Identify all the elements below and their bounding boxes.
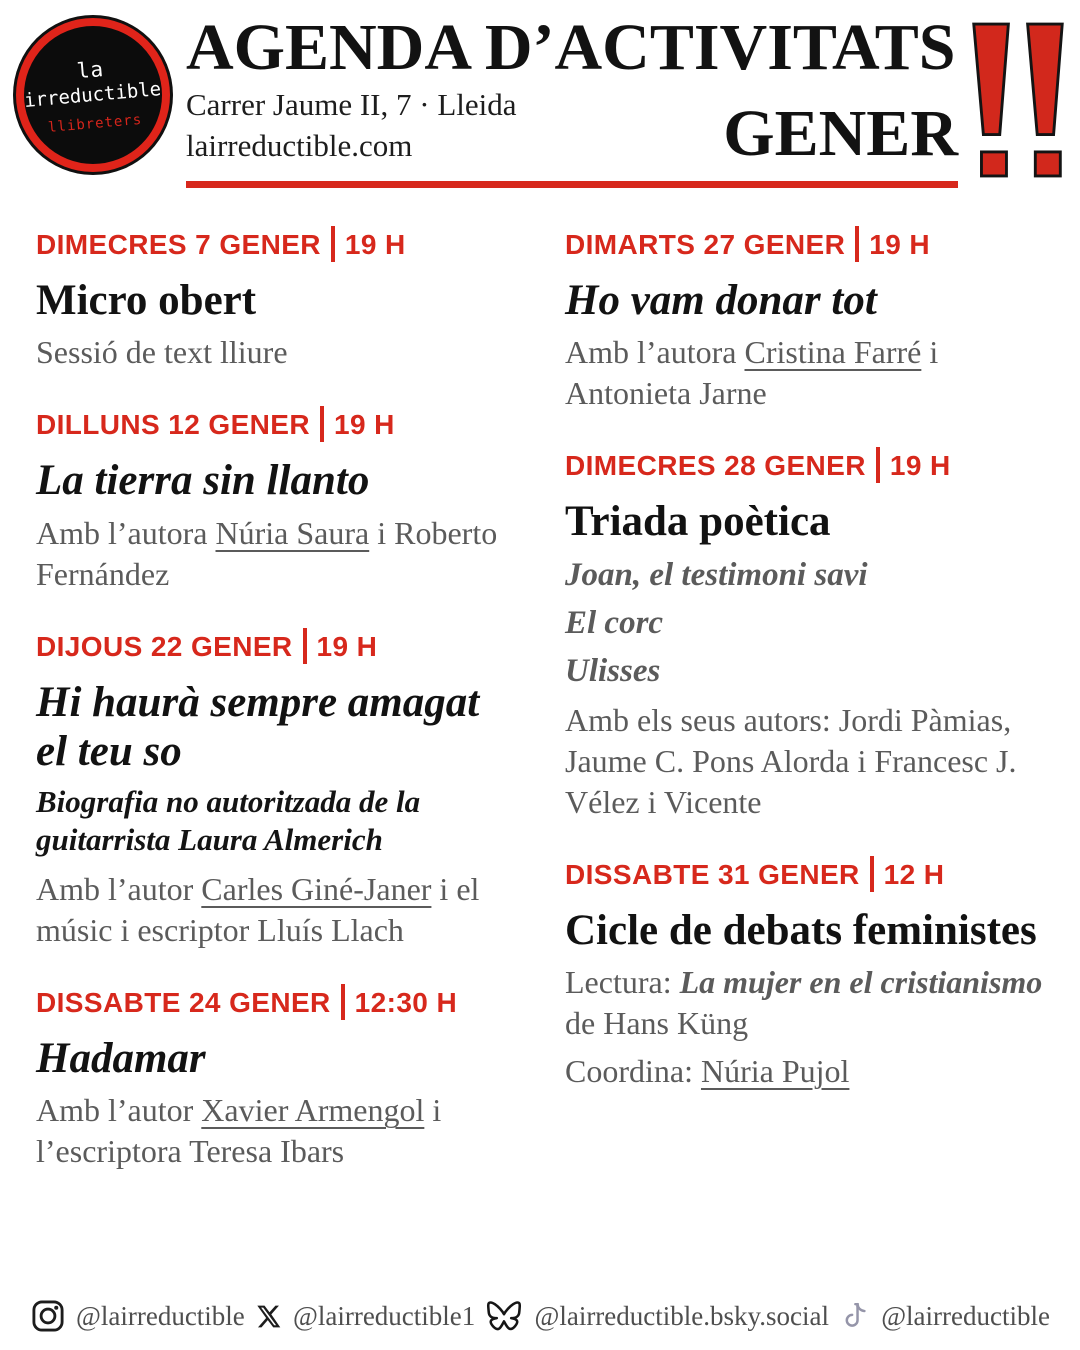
social-handle: @lairreductible.bsky.social: [534, 1300, 829, 1331]
event-title-italic: [36, 457, 515, 506]
event-time: 12:30 H: [354, 986, 458, 1018]
event: [565, 447, 1044, 822]
event-time: 19 H: [334, 409, 395, 441]
event-date: [36, 226, 515, 262]
text-segment: Cicle de debats feministes: [565, 906, 1037, 954]
text-segment: Amb l’autor: [36, 870, 202, 907]
events-left-column: [36, 226, 515, 1205]
event-desc: [565, 700, 1044, 823]
social-x: [254, 1301, 475, 1332]
header: [0, 0, 1080, 188]
social-bluesky: [484, 1298, 829, 1334]
double-exclamation-icon: [968, 20, 1068, 180]
event-title-italic: [36, 1035, 515, 1084]
text-segment: Coordina:: [565, 1052, 701, 1089]
social-handle: @lairreductible: [76, 1300, 245, 1331]
text-segment: Ho vam donar tot: [565, 276, 877, 324]
event-day: DIJOUS 22 GENER: [36, 630, 293, 662]
contact-block: [186, 85, 517, 166]
social-tiktok: [838, 1298, 1050, 1334]
text-segment: Joan, el testimoni savi: [565, 556, 868, 593]
underlined-name: Cristina Farré: [744, 334, 922, 371]
event-time: 19 H: [889, 450, 951, 482]
tiktok-icon: [838, 1298, 871, 1334]
text-segment: Hadamar: [36, 1034, 206, 1082]
text-segment: Micro obert: [36, 276, 257, 324]
month-title: GENER: [723, 97, 958, 171]
event-title: [565, 498, 1044, 547]
event-day: DILLUNS 12 GENER: [36, 409, 310, 441]
text-segment: Triada poètica: [565, 498, 831, 546]
text-segment: Amb els seus autors: Jordi Pàmias, Jaume C. Pons Alorda i Francesc J. Vélez i Vicente: [565, 701, 1017, 820]
event-desc: [36, 332, 515, 373]
event-time: 12 H: [883, 858, 945, 890]
event-day: DISSABTE 24 GENER: [36, 986, 331, 1018]
event-subtitle-gray: [565, 650, 1044, 693]
events-right-column: [565, 226, 1044, 1205]
event: [565, 856, 1044, 1092]
event-date: [565, 226, 1044, 262]
x-icon: [254, 1302, 283, 1331]
event-desc: [565, 332, 1044, 414]
text-segment: Amb l’autor: [36, 1092, 202, 1129]
underlined-name: Núria Pujol: [700, 1052, 850, 1089]
text-segment: El corc: [565, 604, 664, 641]
header-subrow: [186, 85, 958, 171]
header-divider-line: [186, 181, 958, 188]
text-segment: Hi haurà sempre amagat el teu so: [36, 678, 480, 775]
event-desc: [565, 1051, 1044, 1092]
social-instagram: [30, 1298, 245, 1334]
text-segment: de Hans Küng: [565, 1005, 749, 1042]
italic-title: La mujer en el cristianismo: [679, 964, 1043, 1001]
pipe-separator: [876, 447, 880, 483]
events-grid: [0, 226, 1080, 1205]
event-time: 19 H: [344, 228, 406, 260]
event-subtitle-gray: [565, 602, 1044, 645]
event: [36, 226, 515, 374]
event-day: DIMECRES 7 GENER: [36, 228, 321, 260]
event-day: DISSABTE 31 GENER: [565, 858, 860, 890]
website-text: lairreductible.com: [186, 127, 413, 163]
event-subtitle-gray: [565, 554, 1044, 597]
text-segment: Amb l’autora: [565, 334, 745, 371]
event-title-italic: [565, 277, 1044, 326]
event-title-italic: [36, 679, 515, 776]
event: [36, 984, 515, 1172]
event-date: [565, 856, 1044, 892]
text-segment: Lectura:: [565, 964, 680, 1001]
text-segment: Sessió de text lliure: [36, 334, 288, 371]
bookstore-logo-text: [21, 52, 164, 138]
event-date: [36, 628, 515, 664]
social-handle: @lairreductible: [881, 1300, 1050, 1331]
text-segment: i l’escriptora Teresa Ibars: [36, 1092, 442, 1170]
text-segment: Biografia no autoritzada de la guitarrista Laura Almerich: [36, 784, 421, 857]
address-text: Carrer Jaume II, 7 · Lleida: [186, 87, 517, 123]
bookstore-logo: [16, 18, 170, 172]
underlined-name: Núria Saura: [215, 515, 370, 552]
pipe-separator: [331, 226, 335, 262]
pipe-separator: [870, 856, 874, 892]
event: [36, 406, 515, 594]
event-subtitle-black: [36, 783, 515, 859]
event: [565, 226, 1044, 414]
text-segment: i Roberto Fernández: [36, 515, 498, 592]
event-desc: [565, 962, 1044, 1044]
text-segment: Amb l’autora: [36, 515, 216, 552]
instagram-icon: [30, 1298, 66, 1334]
event-date: [36, 984, 515, 1020]
pipe-separator: [855, 226, 859, 262]
logo-line-irreductible: irreductible: [23, 78, 163, 112]
event-time: 19 H: [316, 630, 378, 662]
underlined-name: Xavier Armengol: [201, 1092, 425, 1129]
pipe-separator: [303, 628, 307, 664]
logo-line-la: la: [76, 56, 106, 84]
event: [36, 628, 515, 951]
event-date: [36, 406, 515, 442]
social-handle: @lairreductible1: [292, 1300, 476, 1331]
text-segment: i Antonieta Jarne: [565, 334, 939, 412]
bluesky-icon: [484, 1298, 524, 1334]
event-day: DIMECRES 28 GENER: [565, 450, 866, 482]
logo-line-llibreters: llibreters: [47, 111, 144, 136]
text-segment: Ulisses: [565, 652, 661, 689]
event-day: DIMARTS 27 GENER: [565, 228, 846, 260]
event-time: 19 H: [869, 228, 930, 260]
event-title: [36, 277, 515, 326]
page-title: AGENDA D’ACTIVITATS: [186, 11, 956, 84]
social-footer: [0, 1298, 1080, 1334]
text-segment: i el músic i escriptor Lluís Llach: [36, 870, 480, 948]
pipe-separator: [320, 406, 324, 442]
underlined-name: Carles Giné-Janer: [201, 870, 432, 907]
pipe-separator: [341, 984, 345, 1020]
event-desc: [36, 869, 515, 951]
header-text-block: [186, 11, 958, 188]
text-segment: La tierra sin llanto: [36, 457, 370, 505]
event-desc: [36, 1090, 515, 1172]
event-title: [565, 907, 1044, 956]
event-desc: [36, 513, 515, 595]
event-date: [565, 447, 1044, 483]
